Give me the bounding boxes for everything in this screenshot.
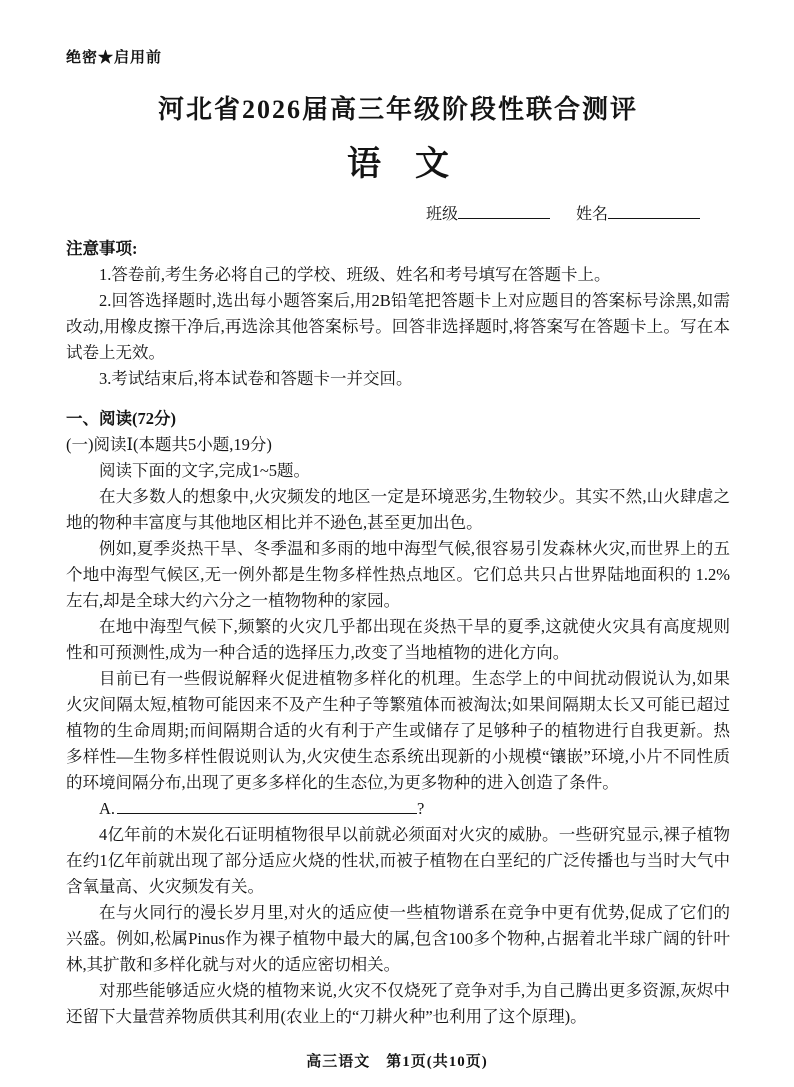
part-heading-reading-1: (一)阅读Ⅰ(本题共5小题,19分) bbox=[66, 435, 272, 454]
blank-question-prefix: A. bbox=[99, 799, 116, 818]
passage-paragraph-1: 在大多数人的想象中,火灾频发的地区一定是环境恶劣,生物较少。其实不然,山火肆虐之地的物种丰富度与其他地区相比并不逊色,甚至更加出色。 bbox=[66, 487, 730, 532]
section-heading-reading: 一、阅读(72分) bbox=[66, 409, 176, 428]
notice-block bbox=[66, 236, 730, 392]
name-label: 姓名 bbox=[575, 206, 608, 223]
passage-paragraph-7: 对那些能够适应火烧的植物来说,火灾不仅烧死了竞争对手,为自己腾出更多资源,灰烬中还留下大量营养物质供其利用(农业上的“刀耕火种”也利用了这个原理)。 bbox=[66, 981, 730, 1026]
passage-paragraph-5: 4亿年前的木炭化石证明植物很早以前就必须面对火灾的威胁。一些研究显示,裸子植物在约1亿年前就出现了部分适应火烧的性状,而被子植物在白垩纪的广泛传播也与当时大气中含氧量高、火灾频发有关。 bbox=[66, 825, 730, 896]
passage-paragraph-3: 在地中海型气候下,频繁的火灾几乎都出现在炎热干旱的夏季,这就使火灾具有高度规则性和可预测性,成为一种合适的选择压力,改变了当地植物的进化方向。 bbox=[66, 617, 730, 662]
blank-question-mark: ? bbox=[417, 799, 425, 818]
blank-question-underline bbox=[117, 799, 417, 814]
blank-question-line bbox=[66, 796, 730, 822]
name-fill-blank bbox=[608, 202, 700, 219]
passage-paragraph-4: 目前已有一些假说解释火促进植物多样化的机理。生态学上的中间扰动假说认为,如果火灾间隔太短,植物可能因来不及产生种子等繁殖体而被淘汰;如果间隔期太长又可能已超过植物的生命周期;而间隔期合适的火有利于产生或储存了足够种子的植物进行自我更新。热多样性—生物多样性假说则认为,火灾使生态系统出现新的小规模“镶嵌”环境,小片不同性质的环境间隔分布,出现了更多多样化的生态位,为更多物种的进入创造了条件。 bbox=[66, 669, 730, 792]
reading-instruction: 阅读下面的文字,完成1~5题。 bbox=[99, 461, 311, 480]
passage-paragraph-2: 例如,夏季炎热干旱、冬季温和多雨的地中海型气候,很容易引发森林火灾,而世界上的五个地中海型气候区,无一例外都是生物多样性热点地区。它们总共只占世界陆地面积的 1.2%左右,却是全球大约六分之一植物物种的家园。 bbox=[66, 539, 730, 610]
class-fill-blank bbox=[458, 202, 550, 219]
passage-paragraph-6: 在与火同行的漫长岁月里,对火的适应使一些植物谱系在竞争中更有优势,促成了它们的兴盛。例如,松属Pinus作为裸子植物中最大的属,包含100多个物种,占据着北半球广阔的针叶林,其扩散和多样化就与对火的适应密切相关。 bbox=[66, 903, 730, 974]
page-footer: 高三语文 第1页(共10页) bbox=[306, 1054, 488, 1070]
notice-item-3: 3.考试结束后,将本试卷和答题卡一并交回。 bbox=[99, 369, 413, 388]
class-label: 班级 bbox=[425, 206, 458, 223]
subject-title: 语 文 bbox=[347, 146, 449, 183]
security-label: 绝密★启用前 bbox=[66, 50, 163, 66]
notice-item-2: 2.回答选择题时,选出每小题答案后,用2B铅笔把答题卡上对应题目的答案标号涂黑,如需改动,用橡皮擦干净后,再选涂其他答案标号。回答非选择题时,将答案写在答题卡上。写在本试卷上无效。 bbox=[66, 291, 730, 362]
section-gap bbox=[66, 392, 730, 406]
exam-title: 河北省2026届高三年级阶段性联合测评 bbox=[157, 95, 638, 124]
student-info-line bbox=[66, 201, 730, 224]
notice-item-1: 1.答卷前,考生务必将自己的学校、班级、姓名和考号填写在答题卡上。 bbox=[99, 265, 611, 284]
notice-heading: 注意事项: bbox=[66, 239, 138, 258]
